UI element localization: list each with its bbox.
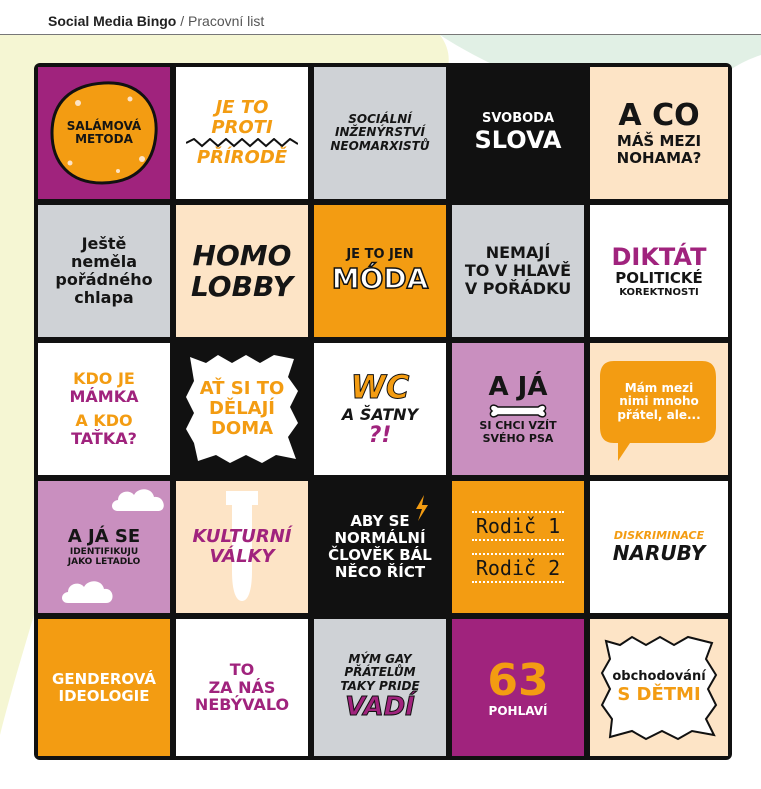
cell-text-l1: JE TO JEN [346,247,414,263]
cell-text-l1: Ještě [81,234,127,254]
cell-text-l3: TAKY PRIDE [340,678,420,693]
cell-text-l1: WC [350,367,410,406]
cell-text-l4: NĚCO ŘÍCT [334,562,426,581]
cell-text-l2: LOBBY [190,270,294,303]
cell-text-l3: A KDO [75,411,133,430]
cell-text-l2: PŘÁTELŮM [344,665,416,680]
cell-text-l4: TAŤKA? [71,428,137,448]
lightning-icon [414,495,430,521]
cell-mym-gay-pratelum[interactable] [314,619,446,756]
cell-at-si-to-delaji-doma[interactable] [176,343,308,475]
cell-text-l1: ABY SE [350,512,410,531]
cell-text-l2: neměla [70,252,138,272]
cell-kulturni-valky[interactable] [176,481,308,613]
cell-text-l4: chlapa [74,287,134,307]
cell-text-l1: JE TO [215,96,269,118]
cell-text-l2: POLITICKÉ [615,269,703,288]
cell-text-l3: V POŘÁDKU [464,278,572,298]
cell-text-l1: SVOBODA [481,111,555,127]
cell-text-l3: NOHAMA? [616,148,702,167]
cell-text-l3: PŘÍRODĚ [196,147,288,169]
cell-text-l1: obchodování [612,669,706,685]
cell-aby-se-normalni-clovek[interactable] [314,481,446,613]
cell-salamova-metoda[interactable] [38,67,170,199]
cell-text-l2: IDENTIFIKUJU [69,547,139,557]
cell-text-l1: SALÁMOVÁ [66,118,142,133]
cell-text-l1: DIKTÁT [611,242,707,271]
cell-text-l3: přátel, ale... [617,407,701,422]
cell-text-l1: TO [229,659,255,679]
header-subtitle: Pracovní list [188,13,265,29]
cloud-shape [60,579,116,607]
cell-text-l2: DĚLAJÍ [208,397,276,419]
cell-text-l1: A JÁ SE [67,525,141,547]
cell-text-l1: Rodič 1 [472,511,564,541]
cell-a-ja-se-identifikuju[interactable] [38,481,170,613]
cell-text-l1: MÝM GAY [348,651,412,666]
bingo-board [34,63,732,760]
cell-text-l2: S DĚTMI [617,683,701,705]
cell-text-l1: NEMAJÍ [485,243,551,263]
cell-text-l3: SVÉHO PSA [482,431,554,445]
cell-to-za-nas-nebyvalo[interactable] [176,619,308,756]
cell-diskriminace-naruby[interactable] [590,481,728,613]
cell-text-l2: TO V HLAVĚ [464,261,572,281]
cell-text-l3: ?! [368,422,392,448]
cell-text-l1: SOCIÁLNÍ [348,111,412,126]
page-header [48,13,264,29]
header-separator: / [180,13,185,29]
cell-text-l3: pořádného [55,270,153,289]
cell-text-l2: PROTI [211,116,273,138]
cell-text-l1: HOMO [192,238,292,272]
cell-je-to-jen-moda[interactable] [314,205,446,337]
cell-mam-mezi-nimi-pratel[interactable] [590,343,728,475]
cell-a-ja-si-chci-vzit-psa[interactable] [452,343,584,475]
cell-text-l2: NORMÁLNÍ [334,529,426,548]
cell-je-to-proti-prirode[interactable] [176,67,308,199]
cell-genderova-ideologie[interactable] [38,619,170,756]
cell-text-l2: METODA [75,132,133,146]
cell-text-l2: MÁŠ MEZI [616,132,702,150]
cell-text-l1: GENDEROVÁ [52,669,156,688]
cell-rodic-1-rodic-2[interactable] [452,481,584,613]
bone-icon [488,402,548,420]
cell-text-l2: INŽENÝRSTVÍ [335,125,425,140]
cell-text-l2: SI CHCI VZÍT [479,419,557,433]
cell-socialni-inzenyrstvi[interactable] [314,67,446,199]
cell-text-l2: VÁLKY [209,546,275,567]
cell-text-l4: VADÍ [345,692,415,723]
cell-text-l2: MÓDA [331,261,429,295]
cell-svoboda-slova[interactable] [452,67,584,199]
cell-text-l1: KDO JE [73,369,135,389]
cell-text-l2: SLOVA [474,125,562,154]
cell-text-l3: JAKO LETADLO [67,557,141,568]
cloud-shape [110,485,168,515]
cell-text-l3: DOMA [210,418,274,440]
cell-homo-lobby[interactable] [176,205,308,337]
cell-text-l1: A JÁ [488,372,548,403]
cell-text-l2: POHLAVÍ [488,704,548,719]
cell-jeste-nemela[interactable] [38,205,170,337]
cell-text-l1: A CO [618,98,700,134]
cell-text-l2: IDEOLOGIE [58,686,150,705]
cell-63-pohlavi[interactable] [452,619,584,756]
cell-text-l1: KULTURNÍ [192,525,292,547]
header-brand: Social Media Bingo [48,13,177,29]
cell-text-l2: A ŠATNY [341,404,419,424]
cell-text-l2: MÁMKA [69,387,139,407]
cell-text-l1: Mám mezi [624,380,694,395]
cell-text-l3: ČLOVĚK BÁL [328,546,432,564]
cell-text-l3: NEOMARXISTŮ [330,138,430,153]
cell-text-l2: Rodič 2 [472,553,564,583]
cell-text-l2: ZA NÁS [208,677,276,697]
cell-text-l1: 63 [487,655,549,707]
cell-text-l1: AŤ SI TO [199,377,285,399]
cell-text-l2: NARUBY [612,540,706,565]
cell-diktat-politicke-korektnosti[interactable] [590,205,728,337]
cell-wc-a-satny[interactable] [314,343,446,475]
cell-a-co-mas-mezi-nohama[interactable] [590,67,728,199]
cell-text-l1: DISKRIMINACE [613,528,705,542]
cell-kdo-je-mamka[interactable] [38,343,170,475]
cell-obchodovani-s-detmi[interactable] [590,619,728,756]
cell-text-l3: NEBÝVALO [194,695,290,715]
cell-nemaji-to-v-hlave[interactable] [452,205,584,337]
cell-text-l3: KOREKTNOSTI [619,287,699,299]
cell-text-l2: nimi mnoho [619,394,699,409]
